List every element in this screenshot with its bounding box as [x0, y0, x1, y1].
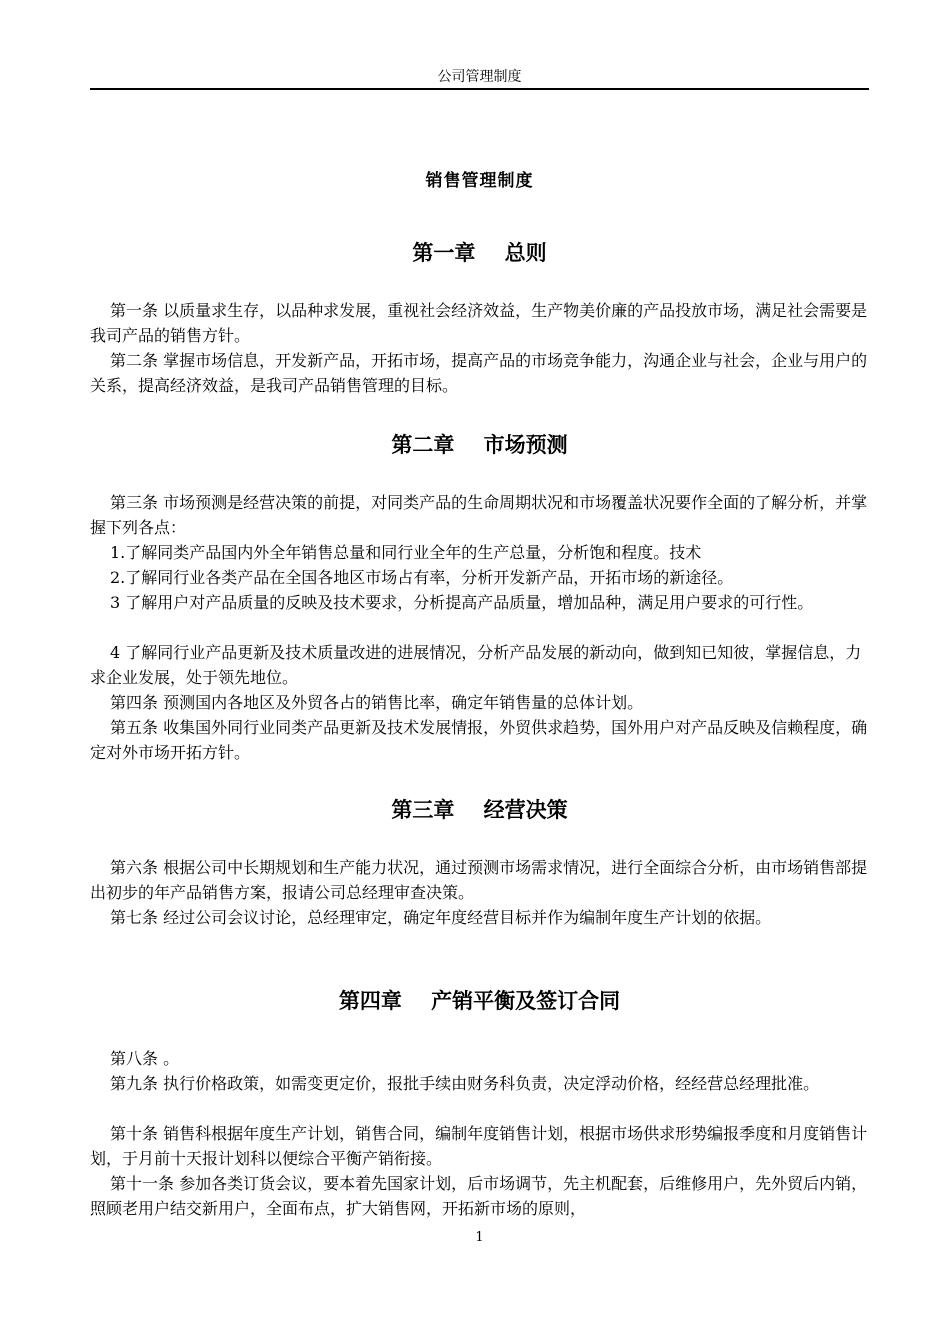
paragraph: 第三条 市场预测是经营决策的前提，对同类产品的生命周期状况和市场覆盖状况要作全面的了解分析，并掌握下列各点：: [90, 493, 868, 537]
chapter-1-heading: 第一章 总则: [412, 241, 547, 265]
paragraph: 第八条 。: [110, 1049, 180, 1068]
paragraph: 第十条 销售科根据年度生产计划，销售合同，编制年度销售计划，根据市场供求形势编报季度和月度销售计划，于月前十天报计划科以便综合平衡产销衔接。: [90, 1124, 868, 1168]
list-item: 3 了解用户对产品质量的反映及技术要求，分析提高产品质量，增加品种，满足用户要求的可行性。: [110, 593, 814, 612]
page-header: 公司管理制度: [90, 66, 869, 90]
paragraph: 第五条 收集国外同行业同类产品更新及技术发展情报，外贸供求趋势，国外用户对产品反映及信赖程度，确定对外市场开拓方针。: [90, 718, 868, 762]
list-item: 4 了解同行业产品更新及技术质量改进的进展情况，分析产品发展的新动向，做到知已知彼，掌握信息，力求企业发展，处于领先地位。: [90, 643, 862, 687]
paragraph: 第九条 执行价格政策，如需变更定价，报批手续由财务科负责，决定浮动价格，经经营总经理批准。: [110, 1074, 820, 1093]
list-item: 2.了解同行业各类产品在全国各地区市场占有率，分析开发新产品，开拓市场的新途径。: [110, 568, 734, 587]
paragraph: 第二条 掌握市场信息，开发新产品，开拓市场，提高产品的市场竞争能力，沟通企业与社会，企业与用户的关系，提高经济效益，是我司产品销售管理的目标。: [90, 351, 868, 395]
page-number: 1: [475, 1230, 484, 1245]
chapter-2-heading: 第二章 市场预测: [391, 433, 568, 457]
paragraph: 第一条 以质量求生存，以品种求发展，重视社会经济效益，生产物美价廉的产品投放市场，满足社会需要是我司产品的销售方针。: [90, 301, 868, 345]
list-item: 1.了解同类产品国内外全年销售总量和同行业全年的生产总量，分析饱和程度。技术: [110, 543, 702, 562]
paragraph: 第四条 预测国内各地区及外贸各占的销售比率，确定年销售量的总体计划。: [110, 693, 644, 712]
paragraph: 第六条 根据公司中长期规划和生产能力状况，通过预测市场需求情况，进行全面综合分析，由市场销售部提出初步的年产品销售方案，报请公司总经理审查决策。: [90, 858, 868, 902]
paragraph: 第十一条 参加各类订货会议，要本着先国家计划，后市场调节，先主机配套，后维修用户，先外贸后内销，照顾老用户结交新用户，全面布点，扩大销售网，开拓新市场的原则，: [90, 1174, 868, 1218]
paragraph: 第七条 经过公司会议讨论，总经理审定，确定年度经营目标并作为编制年度生产计划的依据。: [110, 908, 772, 927]
document-title: 销售管理制度: [425, 171, 534, 191]
chapter-3-heading: 第三章 经营决策: [391, 798, 568, 822]
chapter-4-heading: 第四章 产销平衡及签订合同: [338, 989, 621, 1013]
